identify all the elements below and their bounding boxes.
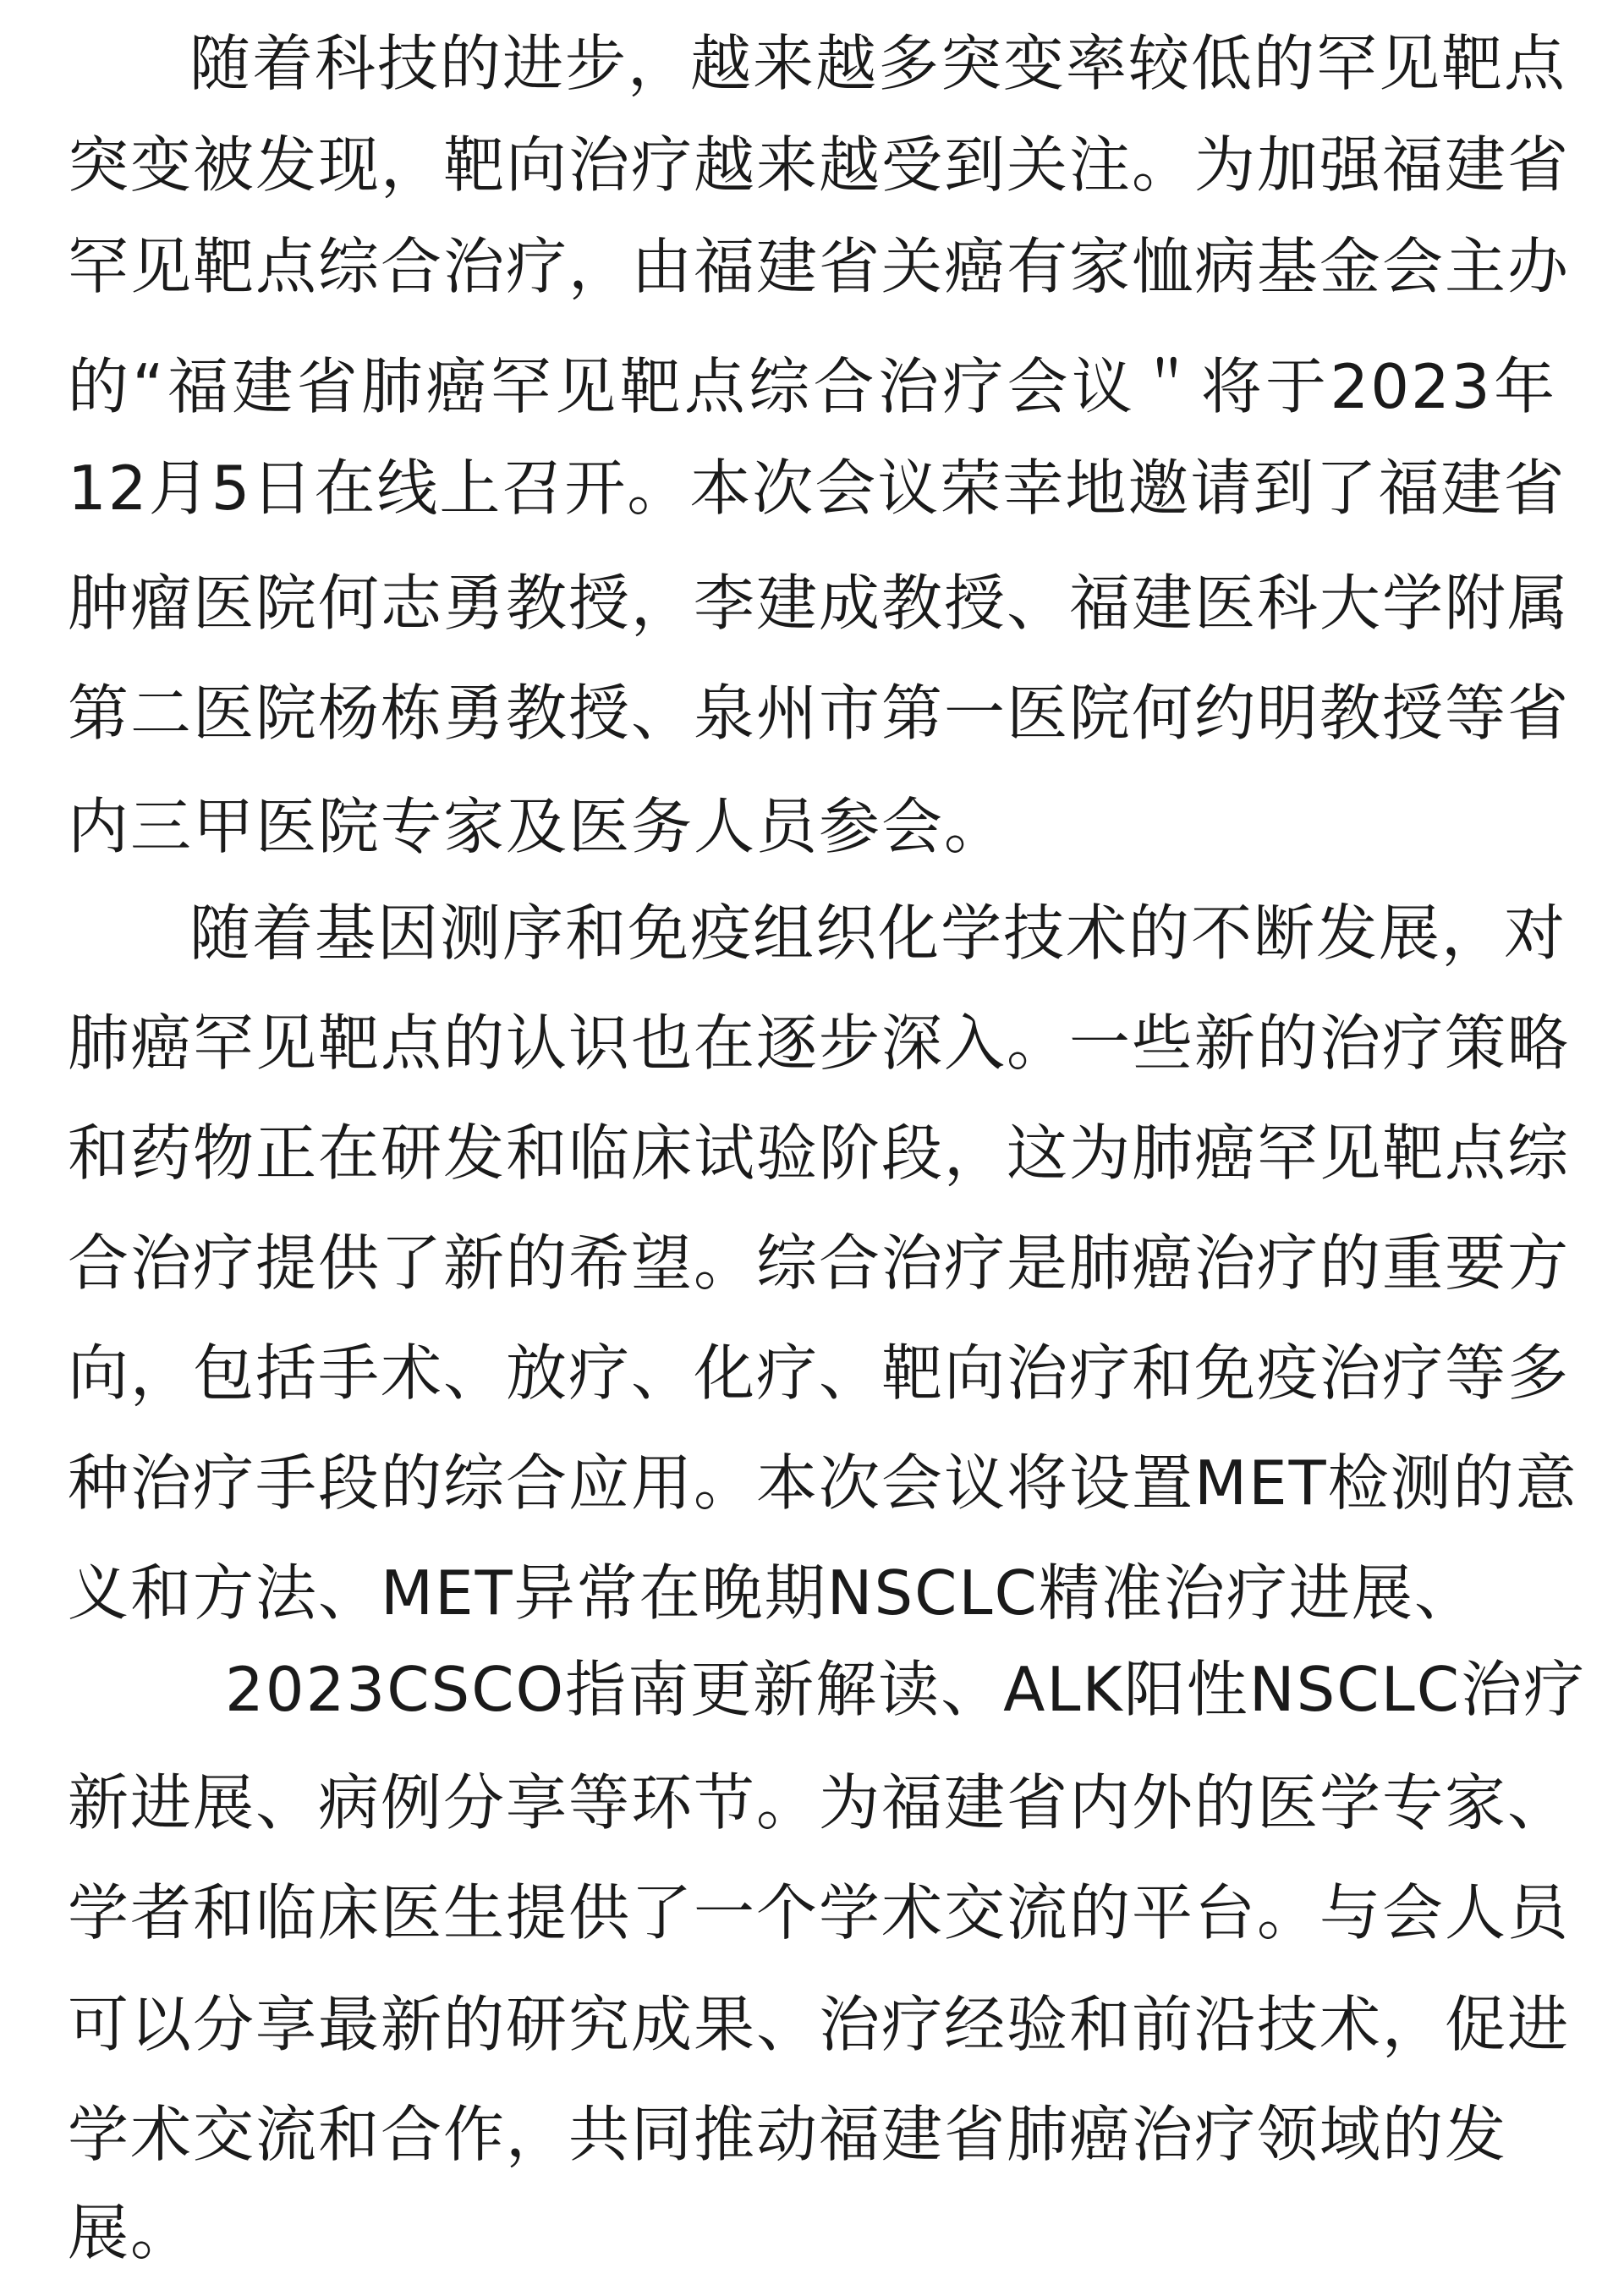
paragraph-3-line-1: 2023CSCO指南更新解读、ALK阳性NSCLC治疗 [225,1654,1586,1725]
paragraph-3-line-6: 展。 [68,2197,194,2268]
paragraph-1-line-7: 第二医院杨栋勇教授、泉州市第一医院何约明教授等省 [68,678,1571,749]
paragraph-2-line-4: 合治疗提供了新的希望。综合治疗是肺癌治疗的重要方 [68,1228,1571,1299]
paragraph-2-line-7: 义和方法、MET异常在晚期NSCLC精准治疗进展、 [68,1557,1477,1629]
paragraph-1-line-5: 12月5日在线上召开。本次会议荣幸地邀请到了福建省 [68,453,1566,524]
paragraph-1-line-4: 的“福建省肺癌罕见靶点综合治疗会议＂将于2023年 [68,351,1556,422]
paragraph-1-line-3: 罕见靶点综合治疗，由福建省关癌有家恤病基金会主办 [68,231,1571,302]
paragraph-3-line-2: 新进展、病例分享等环节。为福建省内外的医学专家、 [68,1767,1571,1838]
paragraph-2-line-2: 肺癌罕见靶点的认识也在逐步深入。一些新的治疗策略 [68,1008,1571,1079]
paragraph-1-line-2: 突变被发现，靶向治疗越来越受到关注。为加强福建省 [68,129,1571,200]
paragraph-1-line-6: 肿瘤医院何志勇教授，李建成教授、福建医科大学附属 [68,568,1571,639]
paragraph-3-line-3: 学者和临床医生提供了一个学术交流的平台。与会人员 [68,1877,1571,1948]
paragraph-1-line-1: 随着科技的进步，越来越多突变率较低的罕见靶点 [189,28,1567,99]
paragraph-2-line-5: 向，包括手术、放疗、化疗、靶向治疗和免疫治疗等多 [68,1338,1571,1409]
paragraph-2-line-1: 随着基因测序和免疫组织化学技术的不断发展，对 [189,898,1567,969]
paragraph-1-line-8: 内三甲医院专家及医务人员参会。 [68,791,1007,862]
paragraph-3-line-5: 学术交流和合作，共同推动福建省肺癌治疗领域的发 [68,2099,1508,2170]
paragraph-2-line-3: 和药物正在研发和临床试验阶段，这为肺癌罕见靶点综 [68,1118,1571,1189]
paragraph-3-line-4: 可以分享最新的研究成果、治疗经验和前沿技术，促进 [68,1989,1571,2060]
paragraph-2-line-6: 种治疗手段的综合应用。本次会议将设置MET检测的意 [68,1447,1578,1519]
